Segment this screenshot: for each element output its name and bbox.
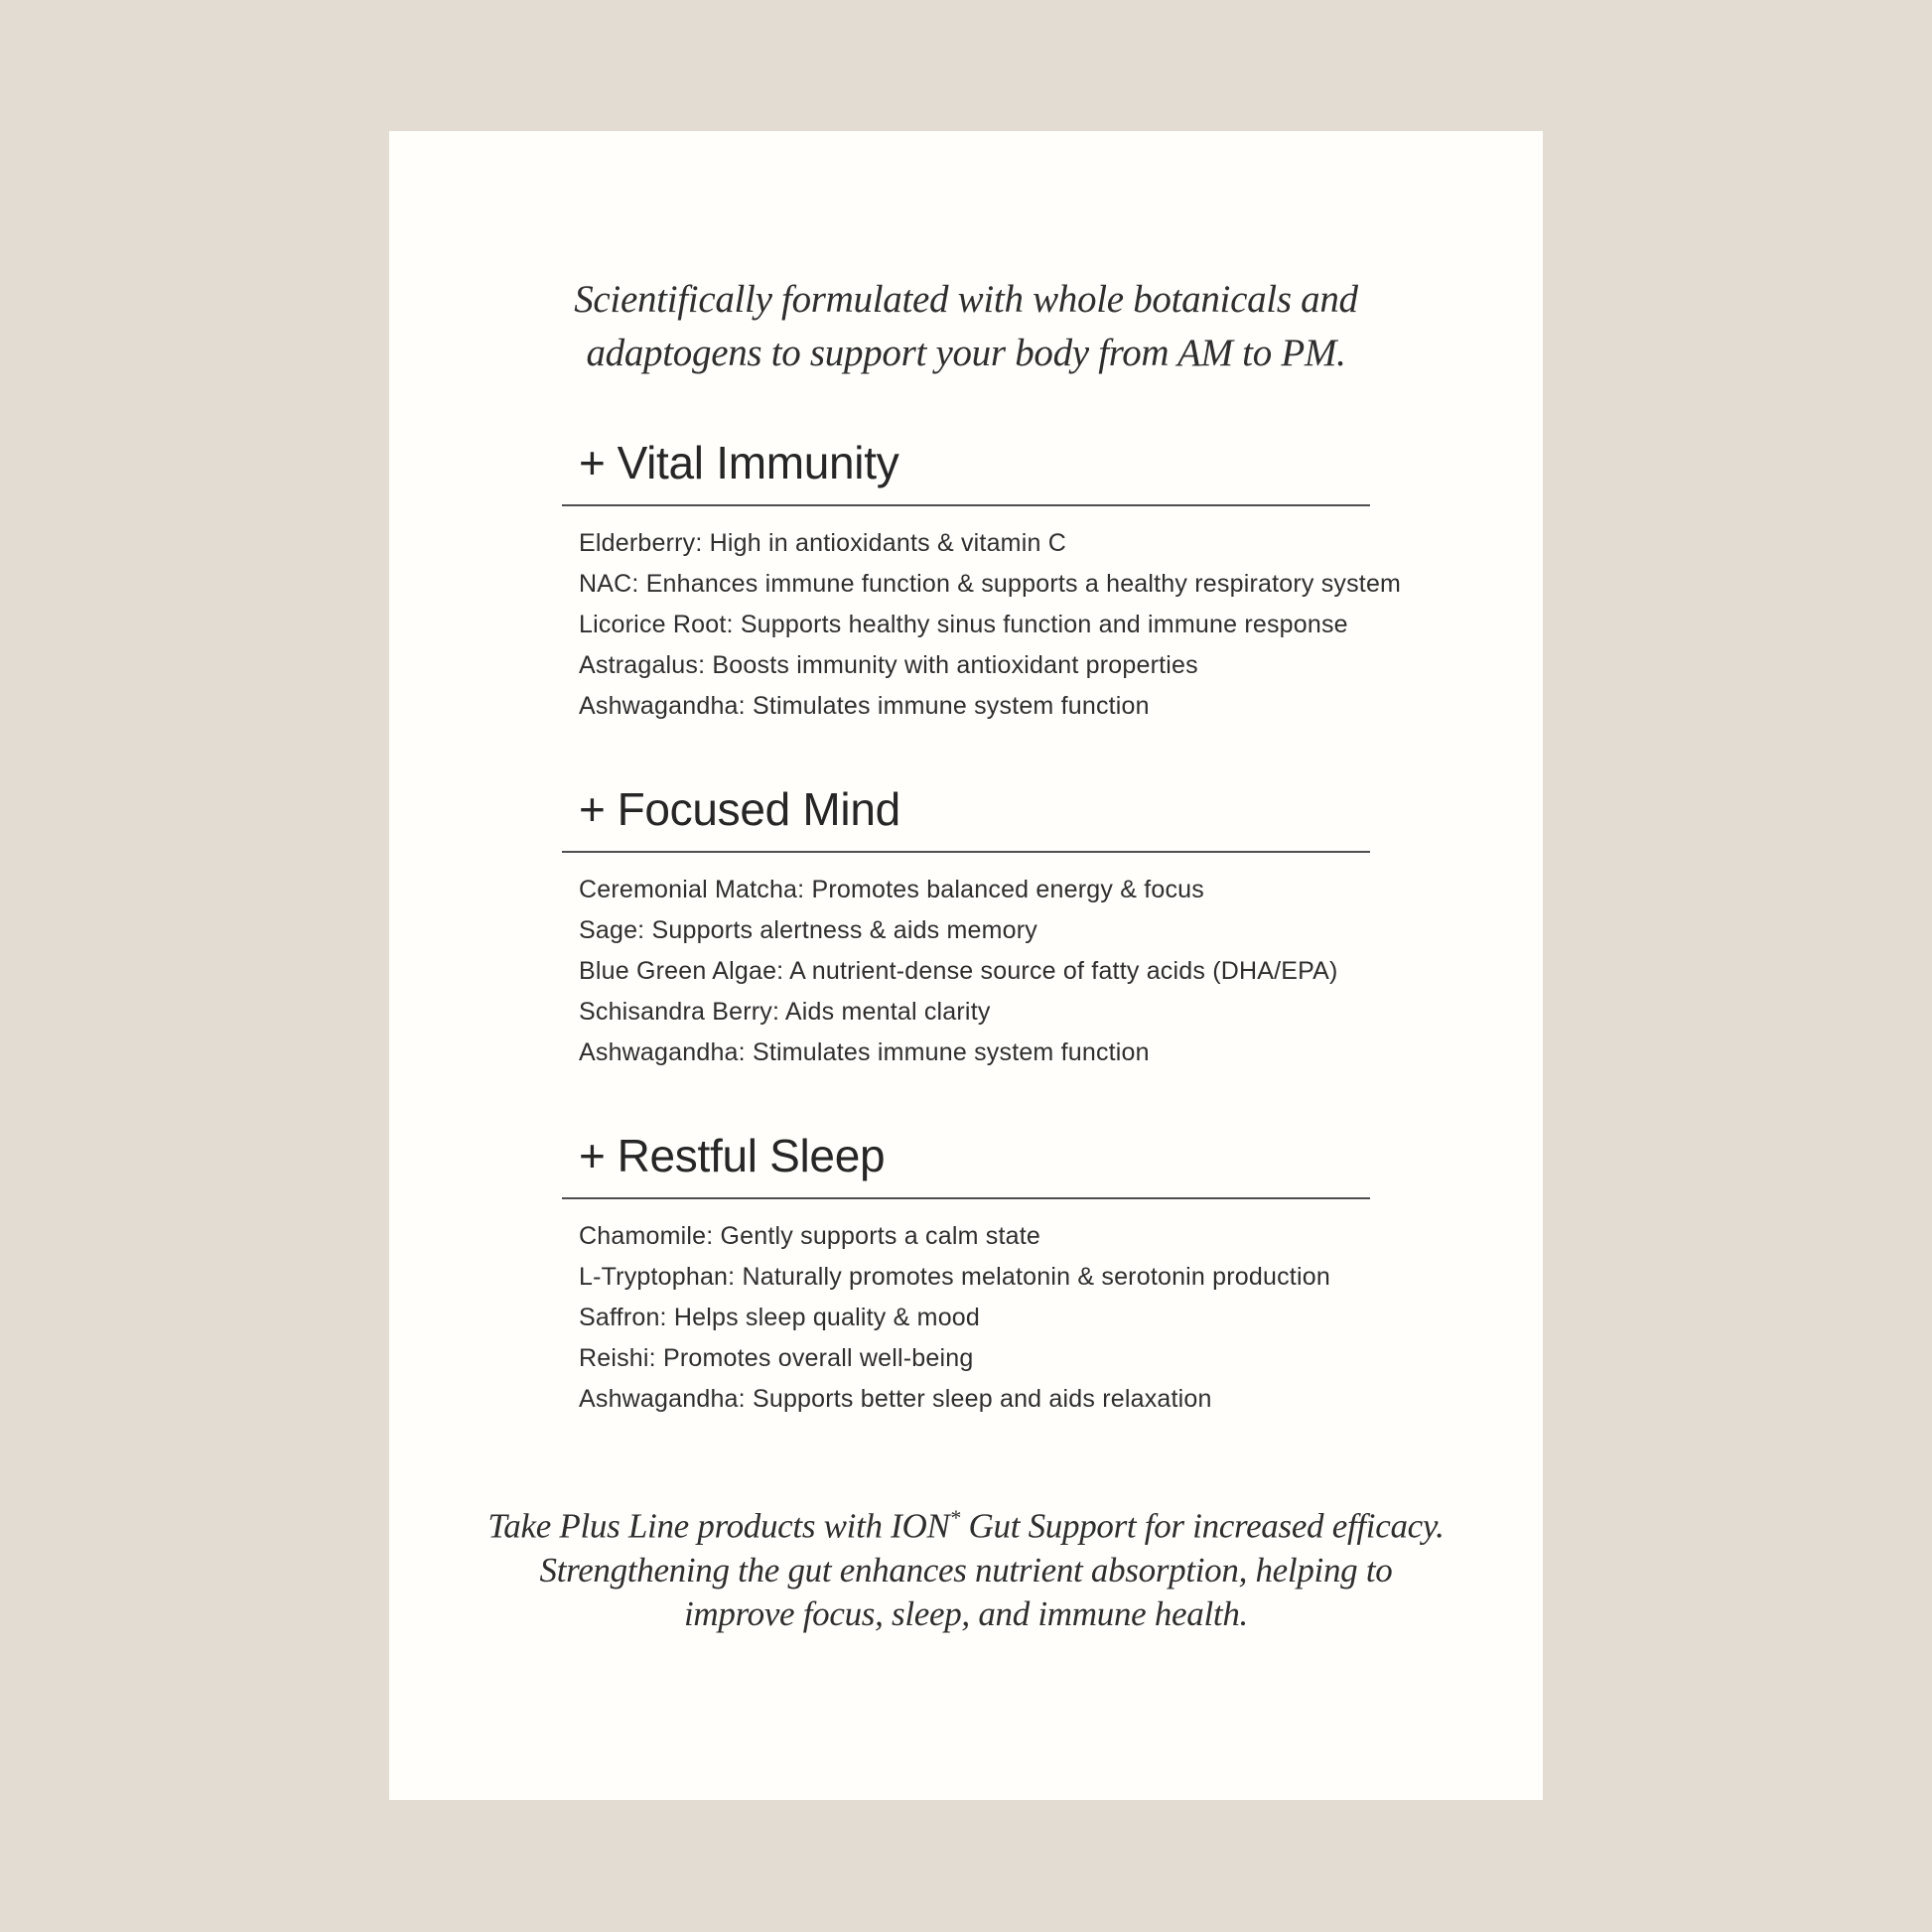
ingredient-name: Ceremonial Matcha: bbox=[579, 876, 805, 903]
footer-line-1-post: Gut Support for increased efficacy. bbox=[960, 1506, 1445, 1546]
ingredient-desc: Promotes overall well-being bbox=[662, 1344, 974, 1372]
ingredient-item bbox=[579, 1033, 1370, 1073]
ingredient-item bbox=[579, 605, 1370, 645]
ingredient-item bbox=[579, 1298, 1370, 1338]
ingredient-desc: Supports better sleep and aids relaxation bbox=[752, 1385, 1212, 1413]
ingredient-desc: Stimulates immune system function bbox=[752, 692, 1150, 720]
ingredient-item bbox=[579, 870, 1370, 910]
section-focused-mind bbox=[562, 782, 1370, 1073]
ingredient-name: Sage: bbox=[579, 916, 645, 944]
ingredient-name: Schisandra Berry: bbox=[579, 998, 780, 1026]
ingredient-item bbox=[579, 1379, 1370, 1420]
sections-container bbox=[389, 436, 1543, 1420]
ingredient-name: Saffron: bbox=[579, 1304, 667, 1331]
section-restful-sleep bbox=[562, 1129, 1370, 1420]
footer-note bbox=[389, 1496, 1543, 1636]
ingredient-desc: Supports healthy sinus function and immune response bbox=[740, 611, 1348, 638]
ingredient-name: Astragalus: bbox=[579, 651, 706, 679]
ingredient-item bbox=[579, 523, 1370, 564]
intro-line-2: adaptogens to support your body from AM to PM. bbox=[586, 332, 1346, 374]
ingredient-list-restful-sleep bbox=[562, 1216, 1370, 1420]
ingredient-desc: High in antioxidants & vitamin C bbox=[709, 529, 1066, 557]
product-info-card bbox=[389, 131, 1543, 1800]
section-divider bbox=[562, 851, 1370, 853]
footer-line-3: improve focus, sleep, and immune health. bbox=[684, 1593, 1248, 1633]
intro-tagline bbox=[389, 131, 1543, 380]
ingredient-item bbox=[579, 1216, 1370, 1257]
ingredient-desc: Stimulates immune system function bbox=[752, 1038, 1150, 1066]
ingredient-item bbox=[579, 1257, 1370, 1298]
section-divider bbox=[562, 504, 1370, 506]
section-title-text: Restful Sleep bbox=[617, 1130, 886, 1181]
ingredient-name: Licorice Root: bbox=[579, 611, 734, 638]
section-title-vital-immunity bbox=[562, 436, 1370, 489]
ingredient-item bbox=[579, 645, 1370, 686]
section-divider bbox=[562, 1197, 1370, 1199]
section-title-restful-sleep bbox=[562, 1129, 1370, 1182]
ingredient-list-vital-immunity bbox=[562, 523, 1402, 727]
ingredient-desc: Aids mental clarity bbox=[784, 998, 991, 1026]
intro-line-1: Scientifically formulated with whole botanicals and bbox=[574, 278, 1358, 321]
ingredient-list-focused-mind bbox=[562, 870, 1370, 1073]
ingredient-name: Elderberry: bbox=[579, 529, 703, 557]
ingredient-desc: Enhances immune function & supports a healthy respiratory system bbox=[645, 570, 1402, 598]
ingredient-desc: Supports alertness & aids memory bbox=[651, 916, 1038, 944]
section-title-focused-mind bbox=[562, 782, 1370, 836]
section-vital-immunity bbox=[562, 436, 1402, 727]
ingredient-item bbox=[579, 564, 1402, 605]
ingredient-desc: Boosts immunity with antioxidant properties bbox=[712, 651, 1198, 679]
plus-icon: + bbox=[579, 783, 606, 835]
section-title-text: Vital Immunity bbox=[617, 437, 899, 488]
section-title-text: Focused Mind bbox=[617, 783, 900, 835]
footer-line-2: Strengthening the gut enhances nutrient absorption, helping to bbox=[539, 1550, 1393, 1589]
ingredient-name: Ashwagandha: bbox=[579, 692, 746, 720]
ingredient-name: Chamomile: bbox=[579, 1222, 714, 1250]
ingredient-name: Ashwagandha: bbox=[579, 1038, 746, 1066]
ingredient-item bbox=[579, 1338, 1370, 1379]
ingredient-name: Reishi: bbox=[579, 1344, 656, 1372]
ingredient-desc: Helps sleep quality & mood bbox=[673, 1304, 981, 1331]
footer-line-1 bbox=[389, 1496, 1543, 1549]
ingredient-item bbox=[579, 951, 1370, 992]
ingredient-desc: A nutrient-dense source of fatty acids (DHA/EPA) bbox=[789, 957, 1338, 985]
footer-line-1-pre: Take Plus Line products with ION bbox=[487, 1506, 950, 1546]
plus-icon: + bbox=[579, 437, 606, 488]
plus-icon: + bbox=[579, 1130, 606, 1181]
ingredient-item bbox=[579, 910, 1370, 951]
ingredient-name: Blue Green Algae: bbox=[579, 957, 784, 985]
ingredient-desc: Promotes balanced energy & focus bbox=[811, 876, 1204, 903]
ingredient-item bbox=[579, 992, 1370, 1033]
ingredient-name: NAC: bbox=[579, 570, 639, 598]
ingredient-item bbox=[579, 686, 1370, 727]
ingredient-desc: Naturally promotes melatonin & serotonin production bbox=[742, 1263, 1330, 1291]
ingredient-name: Ashwagandha: bbox=[579, 1385, 746, 1413]
ingredient-name: L-Tryptophan: bbox=[579, 1263, 736, 1291]
ingredient-desc: Gently supports a calm state bbox=[720, 1222, 1040, 1250]
asterisk-icon: * bbox=[949, 1506, 961, 1530]
